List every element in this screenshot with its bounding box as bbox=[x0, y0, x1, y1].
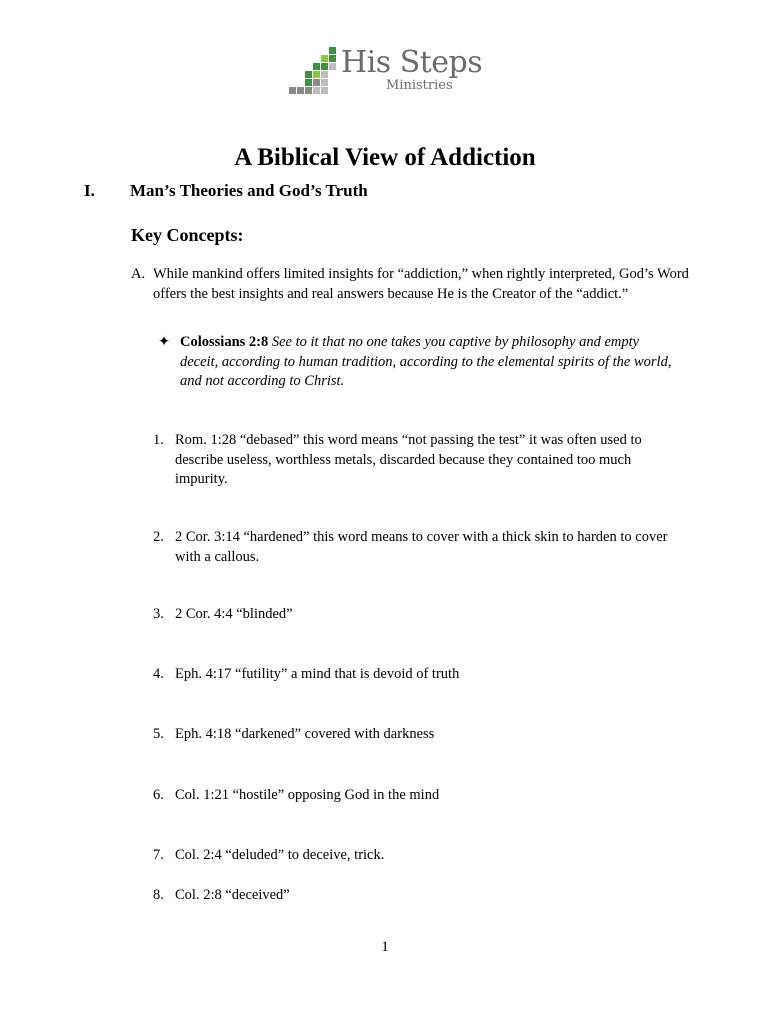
star-bullet-icon: ✦ bbox=[158, 334, 171, 350]
section-title: Man’s Theories and God’s Truth bbox=[130, 181, 368, 200]
logo-name: His Steps bbox=[341, 45, 483, 80]
list-item-number: 4. bbox=[153, 666, 164, 682]
list-item-text: Rom. 1:28 “debased” this word means “not passing the test” it was often used to describe useless, worthless metals, discarded because they contained too much impurity. bbox=[175, 432, 642, 487]
list-item-number: 1. bbox=[153, 432, 164, 448]
list-item bbox=[153, 725, 685, 745]
scripture-bullet bbox=[158, 333, 680, 392]
list-item-number: 2. bbox=[153, 529, 164, 545]
list-item bbox=[153, 431, 685, 490]
page-number: 1 bbox=[381, 939, 389, 955]
list-item-number: 8. bbox=[153, 887, 164, 903]
section-heading bbox=[84, 181, 368, 201]
scripture-quote: See to it that no one takes you captive by philosophy and empty deceit, according to human tradition, according to the elemental spirits of the world, and not according to Christ. bbox=[180, 334, 672, 389]
list-item-text: Col. 2:4 “deluded” to deceive, trick. bbox=[175, 847, 385, 863]
list-item-text: Eph. 4:17 “futility” a mind that is devoid of truth bbox=[175, 666, 460, 682]
list-item-text: 2 Cor. 3:14 “hardened” this word means to cover with a thick skin to harden to cover with a callous. bbox=[175, 529, 668, 565]
point-a-marker: A. bbox=[131, 266, 146, 282]
list-item-number: 7. bbox=[153, 847, 164, 863]
logo-subtitle: Ministries bbox=[386, 78, 453, 93]
list-item-number: 5. bbox=[153, 726, 164, 742]
point-a-text: While mankind offers limited insights for “addiction,” when rightly interpreted, God’s Word offers the best insights and real answers because He is the Creator of the “addict.” bbox=[153, 266, 689, 302]
steps-logo-icon bbox=[289, 44, 337, 96]
key-concepts-heading: Key Concepts: bbox=[131, 225, 244, 245]
list-item bbox=[153, 886, 685, 906]
scripture-reference: Colossians 2:8 bbox=[180, 334, 269, 350]
list-item-text: 2 Cor. 4:4 “blinded” bbox=[175, 606, 293, 622]
list-item-text: Eph. 4:18 “darkened” covered with darkness bbox=[175, 726, 435, 742]
list-item-text: Col. 2:8 “deceived” bbox=[175, 887, 290, 903]
his-steps-logo bbox=[289, 44, 489, 96]
point-a bbox=[131, 265, 693, 304]
list-item bbox=[153, 786, 685, 806]
document-title: A Biblical View of Addiction bbox=[234, 144, 536, 171]
section-numeral: I. bbox=[84, 181, 95, 200]
list-item-number: 3. bbox=[153, 606, 164, 622]
list-item bbox=[153, 528, 685, 567]
list-item bbox=[153, 605, 685, 625]
list-item-text: Col. 1:21 “hostile” opposing God in the mind bbox=[175, 787, 440, 803]
list-item bbox=[153, 846, 685, 866]
list-item-number: 6. bbox=[153, 787, 164, 803]
list-item bbox=[153, 665, 685, 685]
